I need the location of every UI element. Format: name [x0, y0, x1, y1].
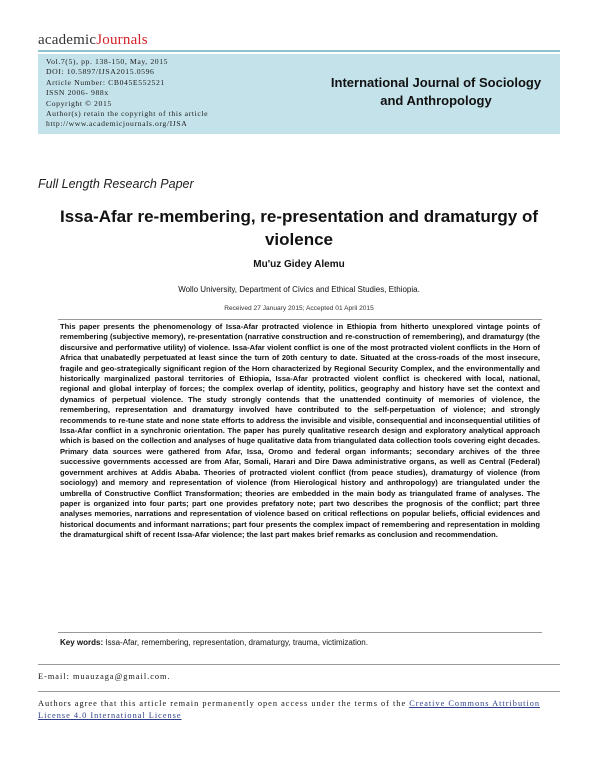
- abstract-text: This paper presents the phenomenology of Issa-Afar protracted violence in Ethiopia from hitherto unexplored vintage points of remembering (subjective memory), re-presentation (narrative construction and re-construction of remembering), and dramaturgy (the discursive and performative utility) of violence. Issa-Afar violent conflict is one of the most protracted violent conflicts in the Horn of Africa that unabatedly perpetuated at least since the turn of 20th century to date. Situated at the cross-roads of the most insecure, fragile and geo-strategically significant region of the Horn characterized by Regional Security Complex, and the environmentally and historically marginalized pastoral territories of Ethiopia, Issa-Afar protracted violent conflict is checkered with local, national, regional and global interplay of forces; the complex overlap of identity, politics, geography and history have set the context and dynamics of perpetual violence. The study strongly contends that the unattended continuity of memories of violence, the remembering, representation and dramaturgy involved have contributed to the self-perpetuation of violence; and strongly recommends to re-tune state and none state efforts to address the invisible and visible, consequential and inconsequential utilities of Issa-Afar conflict in a synchronic orientation. The paper has purely qualitative research design and exploratory analytical approach which is based on the collection and analyses of huge qualitative data from triangulated data collection tools covering eight decades. Primary data sources were gathered from Afar, Issa, Oromo and federal organ informants; secondary archives of the three successive governments accessed are from Afar, Somali, Harari and Dire Dawa administrative organs, as well as Central (Federal) government archives at Addis Ababa. Theories of protracted violent conflict (from peace studies), dramaturgy of violence (from sociology) and memory and representation of violence (from Hierological history and anthropology) are triangulated under the umbrella of Constructive Conflict Transformation; theories are embedded in the main body as triangulated frame of analyses. The paper is organized into four parts; part one provides prefatory note; part two describes the prognosis of the conflict; part three analyses memories, narrations and representation of violence based on critical reflections on popular beliefs, official evidences and historical documents and informant narrations; part four presents the complex impact of remembering and representation in molding the dramaturgical shift of recent Issa-Afar violence; the last part makes brief remarks as conclusion and recommendation.: [60, 322, 540, 540]
- logo-academic: academic: [38, 32, 97, 48]
- keywords-label: Key words:: [60, 638, 104, 647]
- author-affiliation: Wollo University, Department of Civics and Ethical Studies, Ethiopia.: [178, 285, 420, 294]
- header-rule: [38, 50, 560, 52]
- keywords: [60, 638, 540, 647]
- article-info-box: [38, 54, 560, 134]
- journal-name: International Journal of Sociology and Anthropology: [330, 75, 542, 108]
- license-rule: [38, 691, 560, 692]
- logo-journals: Journals: [96, 32, 148, 48]
- article-meta: [46, 57, 208, 130]
- meta-doi: DOI: 10.5897/IJSA2015.0596: [46, 67, 155, 77]
- author-name: Mu'uz Gidey Alemu: [253, 259, 345, 270]
- meta-issn: ISSN 2006- 988x: [46, 88, 109, 98]
- article-title: Issa-Afar re-membering, re-presentation and dramaturgy of violence: [59, 207, 538, 249]
- license-note: [38, 698, 560, 722]
- license-text: Authors agree that this article remain permanently open access under the terms of the: [38, 699, 410, 708]
- publisher-logo[interactable]: [38, 32, 148, 49]
- meta-rights: Author(s) retain the copyright of this article: [46, 109, 209, 119]
- keywords-list: Issa-Afar, remembering, representation, dramaturgy, trauma, victimization.: [105, 638, 368, 647]
- abstract-top-rule: [58, 319, 542, 320]
- abstract-bottom-rule: [58, 632, 542, 633]
- meta-volume: Vol.7(5), pp. 138-150, May, 2015: [46, 57, 169, 66]
- received-accepted-dates: Received 27 January 2015; Accepted 01 April 2015: [224, 305, 374, 312]
- meta-copyright: Copyright © 2015: [46, 98, 112, 108]
- meta-article-number: Article Number: CB045E552521: [46, 77, 165, 87]
- footer-rule: [38, 664, 560, 665]
- license-link[interactable]: Creative Commons Attribution License 4.0 International License: [38, 699, 541, 720]
- meta-url[interactable]: http://www.academicjournals.org/IJSA: [46, 119, 188, 129]
- author-email[interactable]: E-mail: muauzaga@gmail.com.: [38, 672, 171, 681]
- paper-type: Full Length Research Paper: [38, 177, 194, 191]
